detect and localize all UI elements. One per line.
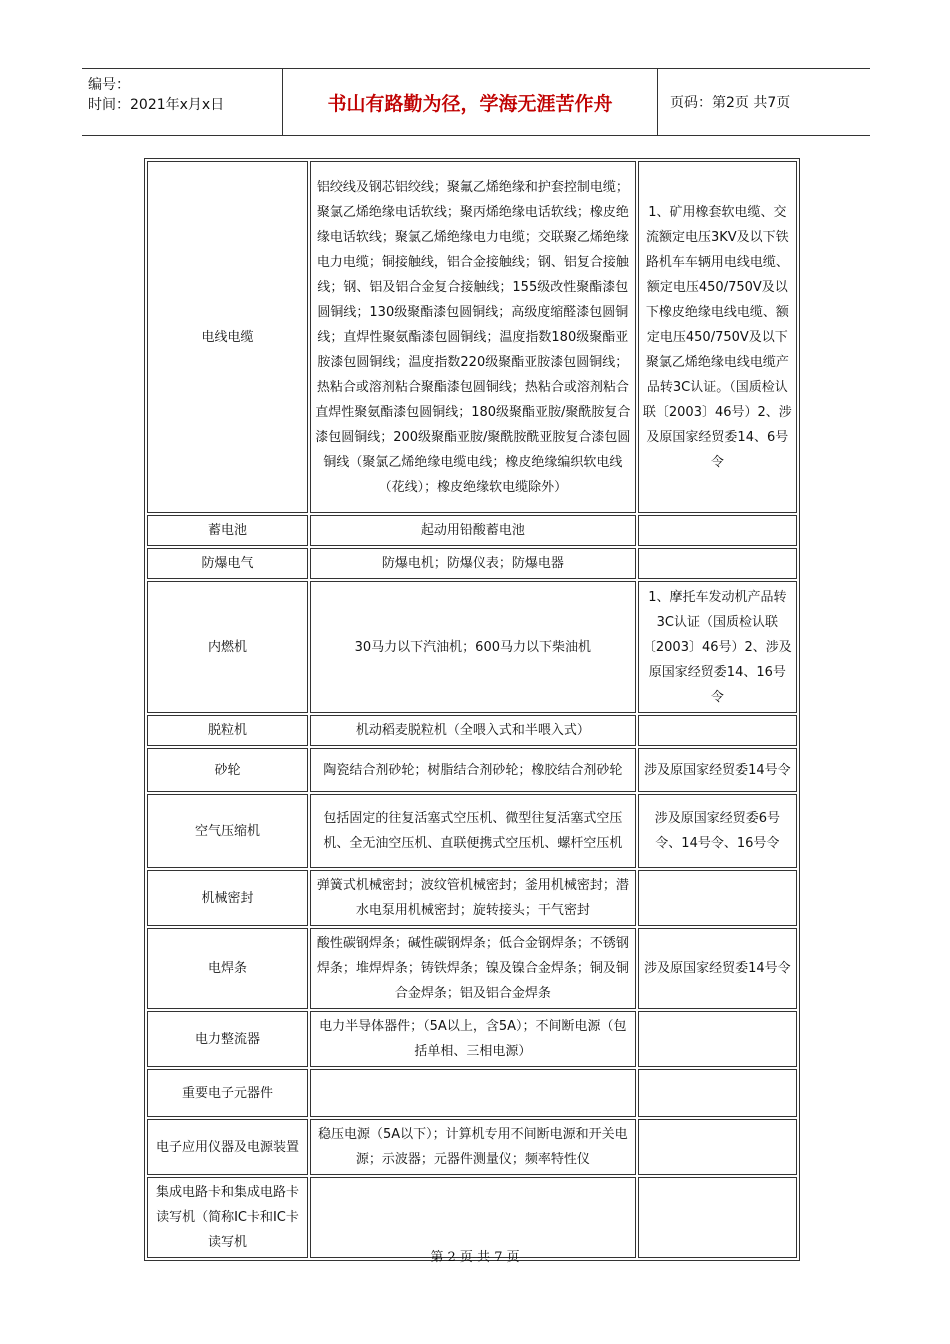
notes-cell <box>638 515 797 546</box>
products-cell: 30马力以下汽油机；600马力以下柴油机 <box>310 581 636 713</box>
table-row <box>147 515 797 546</box>
table-row <box>147 548 797 579</box>
date-label: 时间：2021年x月x日 <box>88 97 225 113</box>
notes-cell <box>638 715 797 746</box>
category-cell: 防爆电气 <box>147 548 308 579</box>
notes-cell <box>638 1069 797 1117</box>
table-row <box>147 1119 797 1175</box>
products-cell: 陶瓷结合剂砂轮；树脂结合剂砂轮；橡胶结合剂砂轮 <box>310 748 636 792</box>
products-cell: 弹簧式机械密封；波纹管机械密封；釜用机械密封；潜水电泵用机械密封；旋转接头；干气密封 <box>310 870 636 926</box>
table-row <box>147 794 797 868</box>
notes-cell <box>638 1119 797 1175</box>
category-cell: 电焊条 <box>147 928 308 1009</box>
notes-cell <box>638 870 797 926</box>
notes-cell: 1、摩托车发动机产品转3C认证（国质检认联〔2003〕46号）2、涉及原国家经贸委14、16号令 <box>638 581 797 713</box>
products-cell: 防爆电机；防爆仪表；防爆电器 <box>310 548 636 579</box>
notes-cell <box>638 1011 797 1067</box>
header-page-number: 页码：第2页 共7页 <box>670 95 791 111</box>
products-cell: 电力半导体器件；（5A以上，含5A）；不间断电源（包括单相、三相电源） <box>310 1011 636 1067</box>
products-cell: 酸性碳钢焊条；碱性碳钢焊条；低合金钢焊条；不锈钢焊条；堆焊焊条；铸铁焊条；镍及镍合金焊条；铜及铜合金焊条；铝及铝合金焊条 <box>310 928 636 1009</box>
notes-cell <box>638 548 797 579</box>
products-cell: 铝绞线及钢芯铝绞线；聚氟乙烯绝缘和护套控制电缆；聚氯乙烯绝缘电话软线；聚丙烯绝缘电话软线；橡皮绝缘电话软线；聚氯乙烯绝缘电力电缆；交联聚乙烯绝缘电力电缆；铜接触线，铝合金接触线；钢、铝复合接触线；钢、铝及铝合金复合接触线；155级改性聚酯漆包圆铜线；130级聚酯漆包圆铜线；高级度缩醛漆包圆铜线；直焊性聚氨酯漆包圆铜线；温度指数180级聚酯亚胺漆包圆铜线；温度指数220级聚酯亚胺漆包圆铜线；热粘合或溶剂粘合聚酯漆包圆铜线；热粘合或溶剂粘合直焊性聚氨酯漆包圆铜线；180级聚酯亚胺/聚酰胺复合漆包圆铜线；200级聚酯亚胺/聚酰胺酰亚胺复合漆包圆铜线（聚氯乙烯绝缘电缆电线；橡皮绝缘编织软电线（花线）；橡皮绝缘软电缆除外） <box>310 161 636 513</box>
page-header <box>82 68 870 136</box>
page-footer: 第 2 页 共 7 页 <box>430 1250 520 1265</box>
category-cell: 脱粒机 <box>147 715 308 746</box>
notes-cell: 涉及原国家经贸委14号令 <box>638 928 797 1009</box>
number-label: 编号： <box>88 77 130 93</box>
notes-cell: 涉及原国家经贸委6号令、14号令、16号令 <box>638 794 797 868</box>
product-table <box>144 158 800 1261</box>
table-row <box>147 161 797 513</box>
header-left <box>82 69 282 135</box>
products-cell: 起动用铅酸蓄电池 <box>310 515 636 546</box>
category-cell: 电子应用仪器及电源装置 <box>147 1119 308 1175</box>
category-cell: 机械密封 <box>147 870 308 926</box>
table-row <box>147 1011 797 1067</box>
category-cell: 空气压缩机 <box>147 794 308 868</box>
products-cell <box>310 1069 636 1117</box>
table-row <box>147 581 797 713</box>
category-cell: 砂轮 <box>147 748 308 792</box>
notes-cell: 涉及原国家经贸委14号令 <box>638 748 797 792</box>
table-row <box>147 715 797 746</box>
category-cell: 电线电缆 <box>147 161 308 513</box>
category-cell: 集成电路卡和集成电路卡读写机（简称IC卡和IC卡读写机 <box>147 1177 308 1258</box>
category-cell: 内燃机 <box>147 581 308 713</box>
category-cell: 电力整流器 <box>147 1011 308 1067</box>
products-cell: 机动稻麦脱粒机（全喂入式和半喂入式） <box>310 715 636 746</box>
table-row <box>147 870 797 926</box>
products-cell: 稳压电源（5A以下）；计算机专用不间断电源和开关电源；示波器；元器件测量仪；频率特性仪 <box>310 1119 636 1175</box>
table-row <box>147 748 797 792</box>
category-cell: 重要电子元器件 <box>147 1069 308 1117</box>
products-cell: 包括固定的往复活塞式空压机、微型往复活塞式空压机、全无油空压机、直联便携式空压机、螺杆空压机 <box>310 794 636 868</box>
table-row <box>147 928 797 1009</box>
table-row <box>147 1069 797 1117</box>
category-cell: 蓄电池 <box>147 515 308 546</box>
header-motto: 书山有路勤为径，学海无涯苦作舟 <box>282 69 658 135</box>
notes-cell: 1、矿用橡套软电缆、交流额定电压3KV及以下铁路机车车辆用电线电缆、额定电压450/750V及以下橡皮绝缘电线电缆、额定电压450/750V及以下聚氯乙烯绝缘电线电缆产品转3C认证。（国质检认联〔2003〕46号）2、涉及原国家经贸委14、6号令 <box>638 161 797 513</box>
